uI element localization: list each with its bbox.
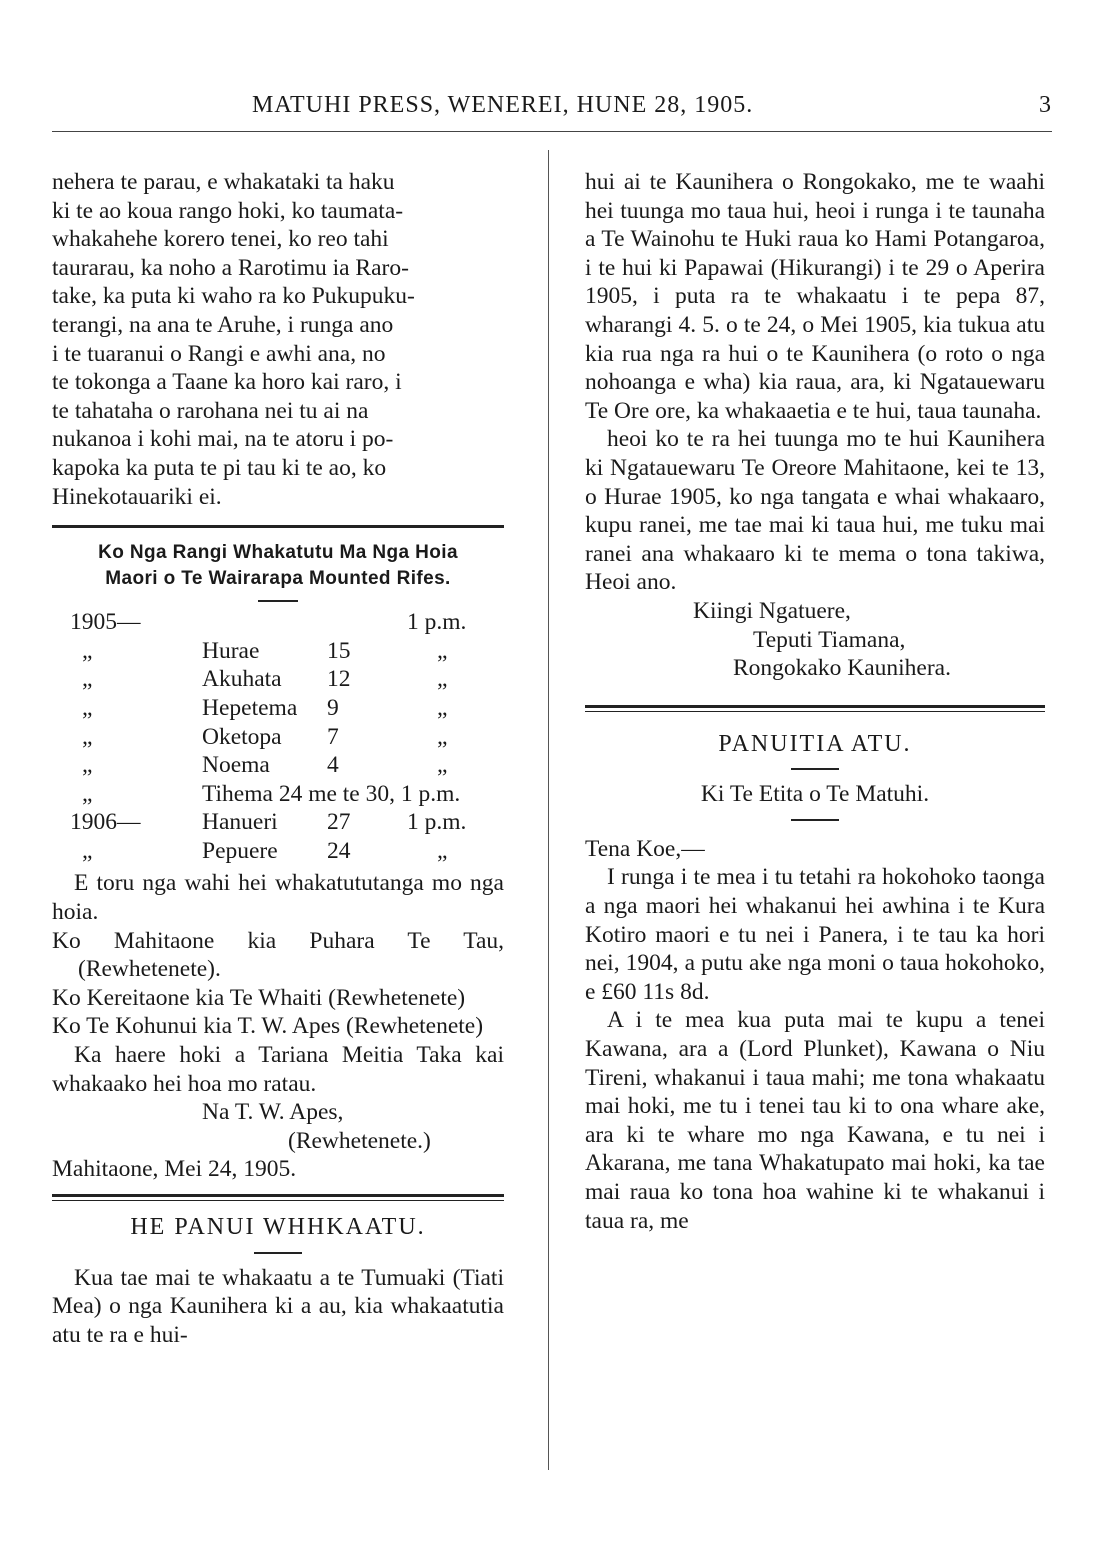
- schedule-day: 7: [327, 723, 339, 750]
- schedule-year: „: [82, 694, 93, 721]
- schedule-row: [70, 808, 480, 837]
- schedule-month: Akuhata: [202, 666, 282, 693]
- page-header: [52, 92, 1052, 124]
- page-number: 3: [1039, 92, 1052, 118]
- schedule-time: „: [437, 666, 448, 693]
- schedule-time: „: [437, 637, 448, 664]
- schedule-year: 1905—: [70, 609, 141, 636]
- schedule-day: 24: [327, 837, 351, 864]
- signature-place-date: Mahitaone, Mei 24, 1905.: [52, 1156, 297, 1183]
- schedule-time: 1 p.m.: [407, 809, 467, 836]
- heading-dash: [791, 819, 839, 821]
- panuitia-paragraph: I runga i te mea i tu tetahi ra hokohoko taonga a nga maori hei whakanui hei awhina i te Kura Kotiro maori e tu nei i Panera, i te tau ka hori nei, 1904, a putu ake nga moni o taua hokohoko, e £60 11s 8d.: [585, 864, 1045, 1005]
- schedule-year: „: [82, 780, 93, 807]
- schedule-row: [70, 837, 480, 866]
- panui-heading: HE PANUI WHHKAATU.: [130, 1214, 426, 1240]
- section-rule: [52, 1194, 504, 1201]
- schedule-year: „: [82, 723, 93, 750]
- schedule-time: „: [437, 837, 448, 864]
- schedule-day: 15: [327, 637, 351, 664]
- signature-line: Rongokako Kaunihera.: [733, 655, 951, 682]
- panuitia-subheading: Ki Te Etita o Te Matuhi.: [700, 781, 930, 808]
- schedule-day: [327, 608, 377, 637]
- schedule-month: Oketopa: [202, 723, 282, 750]
- intro-line: te tahataha o rarohana nei tu ai na: [52, 397, 369, 424]
- drill-schedule-table: [70, 608, 480, 865]
- schedule-year: „: [82, 637, 93, 664]
- panui-body: Kua tae mai te whakaatu a te Tumuaki (Tiati Mea) o nga Kaunihera ki a au, kia whakaatutia atu te ra e hui-: [52, 1264, 504, 1348]
- signature-line: Kiingi Ngatuere,: [693, 597, 851, 624]
- left-column: [52, 168, 504, 1349]
- schedule-row: [70, 665, 480, 694]
- schedule-time: 1 p.m.: [407, 609, 467, 636]
- schedule-row: [70, 751, 480, 780]
- rangi-paragraph: Ko Mahitaone kia Puhara Te Tau, (Rewhetenete).: [52, 927, 504, 983]
- section-rule: [52, 525, 504, 528]
- intro-line: nukanoa i kohi mai, na te atoru i po-: [52, 426, 394, 453]
- signature-line: Teputi Tiamana,: [753, 626, 906, 653]
- rangi-heading: [52, 540, 504, 592]
- schedule-day: 9: [327, 694, 339, 721]
- rangi-paragraph: E toru nga wahi hei whakatututanga mo nga hoia.: [52, 870, 504, 926]
- intro-line: taurarau, ka noho a Rarotimu ia Raro-: [52, 254, 409, 281]
- salutation: Tena Koe,—: [585, 835, 705, 862]
- schedule-row: [70, 637, 480, 666]
- signature-name: Na T. W. Apes,: [202, 1099, 344, 1126]
- section-rule: [585, 705, 1045, 712]
- schedule-year: „: [82, 752, 93, 779]
- rangi-paragraph: Ka haere hoki a Tariana Meitia Taka kai whakaako hei hoa mo ratau.: [52, 1042, 504, 1097]
- rangi-heading-line2: Maori o Te Wairarapa Mounted Rifes.: [105, 568, 451, 590]
- schedule-row: [70, 694, 480, 723]
- schedule-year: 1906—: [70, 809, 141, 836]
- heading-dash: [258, 600, 298, 602]
- kaunihera-paragraph: heoi ko te ra hei tuunga mo te hui Kaunihera ki Ngatauewaru Te Oreore Mahitaone, kei te 13, o Hurae 1905, ko nga tangata e whai whakaaro, kupu ranei, me tae mai ki taua hui, me tuku mai ranei ana whakaaro ki te mema o tona takiwa, Heoi ano.: [585, 426, 1045, 596]
- schedule-month: Hurae: [202, 637, 260, 664]
- intro-line: take, ka puta ki waho ra ko Pukupuku-: [52, 283, 415, 310]
- schedule-month: [202, 608, 327, 637]
- schedule-row: [70, 608, 480, 637]
- intro-line: Hinekotauariki ei.: [52, 483, 222, 510]
- intro-line: whakahehe korero tenei, ko reo tahi: [52, 226, 389, 253]
- heading-dash: [791, 768, 839, 770]
- schedule-time: „: [437, 694, 448, 721]
- rangi-paragraph: Ko Te Kohunui kia T. W. Apes (Rewhetenete): [52, 1013, 484, 1040]
- heading-dash: [254, 1252, 302, 1254]
- schedule-time: „: [437, 723, 448, 750]
- intro-line: ki te ao koua rango hoki, ko taumata-: [52, 197, 404, 224]
- right-column: [585, 168, 1045, 1235]
- schedule-year: „: [82, 837, 93, 864]
- schedule-month: Noema: [202, 752, 270, 779]
- header-title: MATUHI PRESS, WENEREI, HUNE 28, 1905.: [252, 92, 754, 118]
- panuitia-paragraph: A i te mea kua puta mai te kupu a tenei Kawana, ara a (Lord Plunket), Kawana o Niu Tireni, whakanui i taua mahi; me tona whakaatu mai hoki, me tu i tenei tau ki to ona whare ake, ara ki te whare mo nga Kawana, e tu nei i Akarana, me tana Whakatupato mai hoki, ka tae mai raua ko tona hoa wahine ki te whakanui i taua ra, me: [585, 1007, 1045, 1234]
- schedule-day: 12: [327, 666, 351, 693]
- rangi-paragraph: Ko Kereitaone kia Te Whaiti (Rewhetenete): [52, 984, 466, 1011]
- schedule-month: Tihema 24 me te 30, 1 p.m.: [202, 780, 461, 807]
- schedule-day: 4: [327, 752, 339, 779]
- schedule-year: „: [82, 666, 93, 693]
- intro-line: kapoka ka puta te pi tau ki te ao, ko: [52, 454, 387, 481]
- schedule-day: 27: [327, 809, 351, 836]
- schedule-row: [70, 723, 480, 752]
- kaunihera-paragraph: hui ai te Kaunihera o Rongokako, me te waahi hei tuunga mo taua hui, heoi i runga i te taunaha a Te Wainohu te Huki raua ko Hami Potangaroa, i te hui ki Papawai (Hikurangi) i te 29 o Aperira 1905, i puta ra te whakaatu i te pepa 87, wharangi 4. 5. o te 24, o Mei 1905, kia tukua atu kia rua nga ra hui o te Kaunihera (o roto o nga nohoanga e wha) kia raua, ara, ki Ngatauewaru Te Ore ore, ka whakaaetia e te hui, taua taunaha.: [585, 169, 1045, 424]
- intro-line: nehera te parau, e whakataki ta haku: [52, 169, 395, 195]
- panuitia-heading: PANUITIA ATU.: [718, 730, 912, 757]
- schedule-month: Hanueri: [202, 809, 278, 836]
- signature-rank: (Rewhetenete.): [288, 1127, 431, 1154]
- intro-line: te tokonga a Taane ka horo kai raro, i: [52, 369, 402, 396]
- schedule-time: „: [437, 752, 448, 779]
- schedule-row: [70, 780, 480, 809]
- column-divider: [548, 150, 549, 1470]
- rangi-heading-line1: Ko Nga Rangi Whakatutu Ma Nga Hoia: [98, 542, 458, 564]
- intro-line: i te tuaranui o Rangi e awhi ana, no: [52, 340, 386, 367]
- header-rule: [52, 131, 1052, 132]
- intro-text: [52, 168, 504, 511]
- intro-line: terangi, na ana te Aruhe, i runga ano: [52, 311, 394, 338]
- schedule-month: Hepetema: [202, 694, 298, 721]
- schedule-month: Pepuere: [202, 837, 278, 864]
